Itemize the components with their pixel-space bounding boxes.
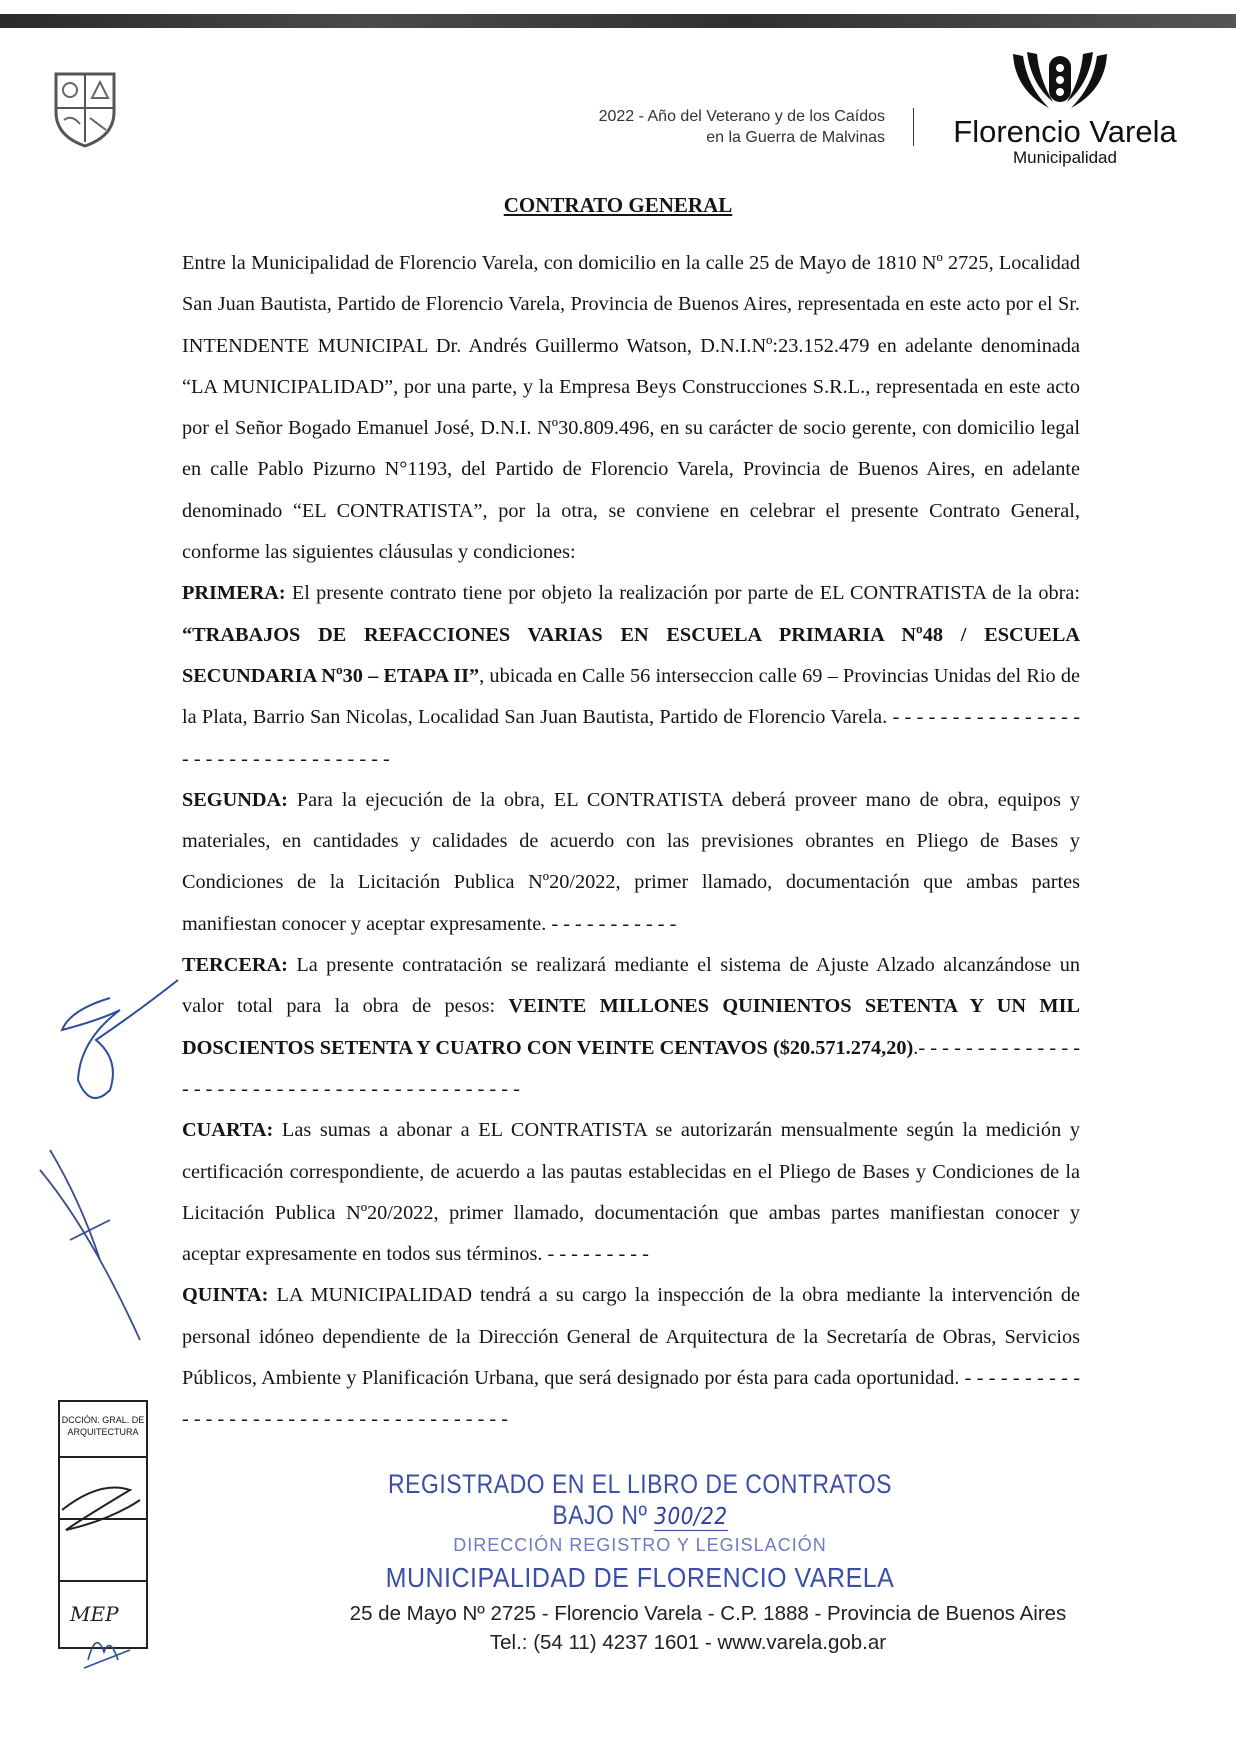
clause-label: PRIMERA: <box>182 582 286 605</box>
footer-address: 25 de Mayo Nº 2725 - Florencio Varela - C.P. 1888 - Provincia de Buenos Aires <box>349 1602 1067 1625</box>
clause-text: , ubicada en Calle 56 interseccion calle 69 – Provincias Unidas del Rio de la Plata, Barrio San Nicolas, Localidad San Juan Bautista, Partido de Florencio Varela. - - - - - - - - - - - - - - - - - - - - - - - - - - - - - - - - - - <box>182 664 1080 770</box>
motto-line-1: 2022 - Año del Veterano y de los Caídos <box>598 108 885 125</box>
intro-paragraph: Entre la Municipalidad de Florencio Varela, con domicilio en la calle 25 de Mayo de 1810 Nº 2725, Localidad San Juan Bautista, Partido de Florencio Varela, Provincia de Buenos Aires, representada en este acto por el Sr. INTENDENTE MUNICIPAL Dr. Andrés Guillermo Watson, D.N.I.Nº:23.152.479 en adelante denominada “LA MUNICIPALIDAD”, por una parte, y la Empresa Beys Construcciones S.R.L., representada en este acto por el Señor Bogado Emanuel José, D.N.I. Nº30.809.496, en su carácter de socio gerente, con domicilio legal en calle Pablo Pizurno N°1193, del Partido de Florencio Varela, Provincia de Buenos Aires, en adelante denominado “EL CONTRATISTA”, por la otra, se conviene en celebrar el presente Contrato General, conforme las siguientes cláusulas y condiciones: <box>182 252 1080 564</box>
contract-body <box>182 243 1080 1441</box>
footer-contact: Tel.: (54 11) 4237 1601 - www.varela.gob.ar <box>489 1631 887 1654</box>
clause-text: La presente contratación se realizará mediante el sistema de Ajuste Alzado alcanzándose un valor total para la obra de pesos: <box>182 954 1080 1018</box>
clause-text: El presente contrato tiene por objeto la realización por parte de EL CONTRATISTA de la obra: <box>285 582 1080 605</box>
clause-quinta <box>182 1275 1080 1440</box>
signature-mark-strokes <box>40 1150 140 1340</box>
clause-label: CUARTA: <box>182 1119 274 1142</box>
approval-box-label: DCCIÓN. GRAL. DE ARQUITECTURA <box>60 1402 146 1458</box>
stamp-line-3: MUNICIPALIDAD DE FLORENCIO VARELA <box>385 1562 895 1594</box>
coat-of-arms-icon <box>52 68 118 148</box>
handwritten-initials: MEP <box>70 1602 119 1626</box>
clause-segunda <box>182 780 1080 945</box>
clause-tercera <box>182 945 1080 1110</box>
clause-text: .- - - - - - - - - - - - - - - - - - - - - - - - - - - - - - - - - - - - - - - - - - - <box>182 1036 1081 1100</box>
year-motto <box>460 106 885 148</box>
clause-label: QUINTA: <box>182 1284 269 1307</box>
contract-amount: VEINTE MILLONES QUINIENTOS SETENTA Y UN MIL DOSCIENTOS SETENTA Y CUATRO CON VEINTE CENTAVOS ($20.571.274,20) <box>182 995 1080 1059</box>
clause-text: LA MUNICIPALIDAD tendrá a su cargo la inspección de la obra mediante la intervención de personal idóneo dependiente de la Dirección General de Arquitectura de la Secretaría de Obras, Servicios Públicos, Ambiente y Planificación Urbana, que será designado por ésta para cada oportunidad. - - - - - - - - - - - - - - - - - - - - - - - - - - - - - - - - - - - - - - <box>182 1284 1080 1431</box>
clause-cuarta <box>182 1110 1080 1275</box>
clause-text: Las sumas a abonar a EL CONTRATISTA se autorizarán mensualmente según la medición y certificación correspondiente, de acuerdo a las pautas establecidas en el Pliego de Bases y Condiciones de la Licitación Publica Nº20/2022, primer llamado, documentación que ambas partes manifiestan conocer y aceptar expresamente en todos sus términos. - - - - - - - - - <box>182 1119 1080 1266</box>
stamp-registry-number: 300/22 <box>654 1502 728 1530</box>
motto-line-2: en la Guerra de Malvinas <box>706 129 885 146</box>
registry-stamp <box>380 1468 900 1594</box>
work-title: “TRABAJOS DE REFACCIONES VARIAS EN ESCUELA PRIMARIA Nº48 / ESCUELA SECUNDARIA Nº30 – ETAPA II” <box>182 623 1080 687</box>
logo-subtitle: Municipalidad <box>1013 148 1117 167</box>
page-footer <box>0 1599 1236 1657</box>
clause-text: Para la ejecución de la obra, EL CONTRATISTA deberá proveer mano de obra, equipos y materiales, en cantidades y calidades de acuerdo con las previsiones obrantes en Pliego de Bases y Condiciones de la Licitación Publica Nº20/2022, primer llamado, documentación que ambas partes manifiestan conocer y aceptar expresamente. - - - - - - - - - - - <box>182 788 1080 935</box>
header-divider <box>913 108 914 146</box>
document-title: CONTRATO GENERAL <box>503 193 733 217</box>
logo-name: Florencio Varela <box>953 114 1177 149</box>
scan-edge-bar <box>0 14 1236 28</box>
stamp-registry-text: REGISTRADO EN EL LIBRO DE CONTRATOS BAJO Nº <box>388 1468 892 1530</box>
approval-cell-signature <box>60 1458 146 1520</box>
stamp-line-2: DIRECCIÓN REGISTRO Y LEGISLACIÓN <box>453 1535 827 1555</box>
clause-label: TERCERA: <box>182 954 288 977</box>
stamp-line-1 <box>380 1469 900 1531</box>
signature-mark-blue <box>62 980 178 1098</box>
approval-cell-empty <box>60 1520 146 1582</box>
clause-primera <box>182 573 1080 779</box>
clause-label: SEGUNDA: <box>182 788 288 811</box>
municipality-logo-icon <box>1005 50 1115 112</box>
